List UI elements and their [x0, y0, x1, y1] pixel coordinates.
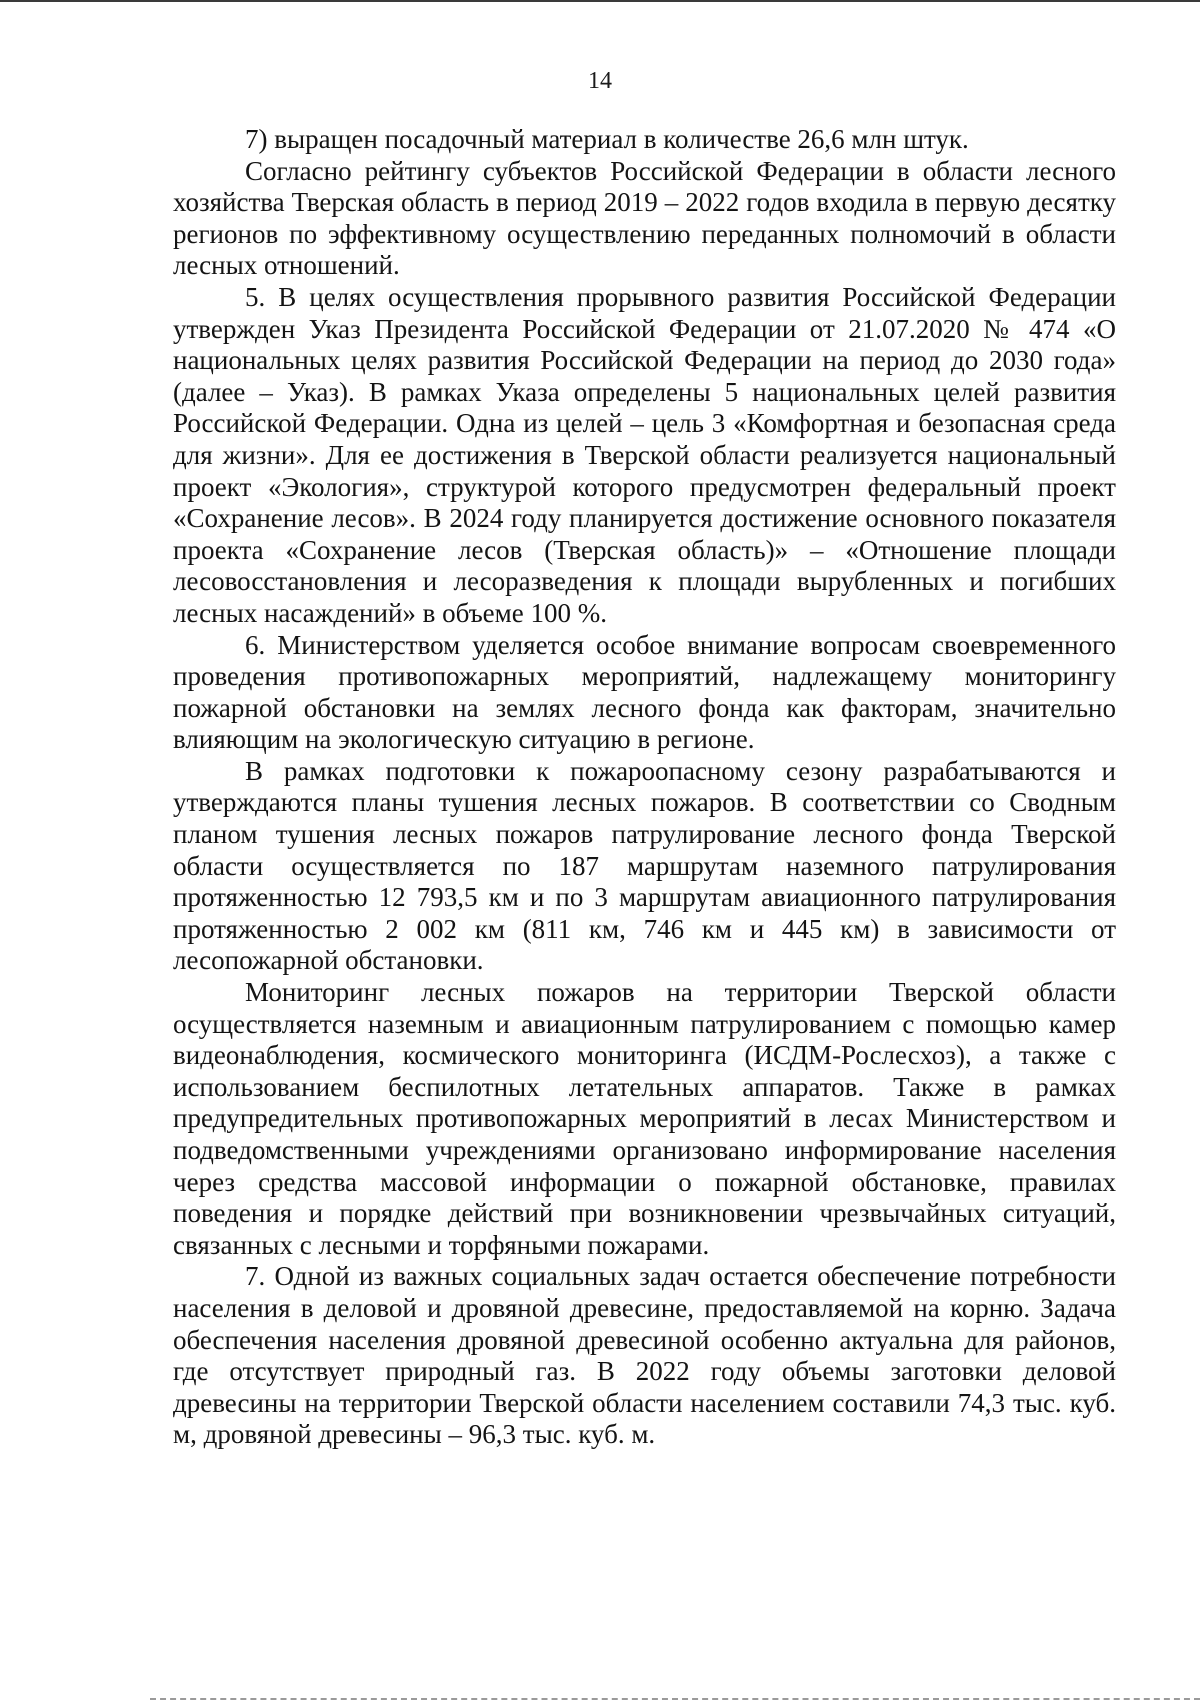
paragraph-planting-material: 7) выращен посадочный материал в количестве 26,6 млн штук.: [245, 124, 969, 154]
paragraph-national-goals: 5. В целях осуществления прорывного развития Российской Федерации утвержден Указ Президента Российской Федерации от 21.07.2020 № 474 «О национальных целях развития Российской Федерации на период до 2030 года» (далее – Указ). В рамках Указа определены 5 национальных целей развития Российской Федерации. Одна из целей – цель 3 «Комфортная и безопасная среда для жизни». Для ее достижения в Тверской области реализуется национальный проект «Экология», структурой которого предусмотрен федеральный проект «Сохранение лесов». В 2024 году планируется достижение основного показателя проекта «Сохранение лесов (Тверская область)» – «Отношение площади лесовосстановления и лесоразведения к площади вырубленных и погибших лесных насаждений» в объеме 100 %.: [173, 281, 1116, 628]
paragraph-patrol-routes: В рамках подготовки к пожароопасному сезону разрабатываются и утверждаются планы тушения лесных пожаров. В соответствии со Сводным планом тушения лесных пожаров патрулирование лесного фонда Тверской области осуществляется по 187 маршрутам наземного патрулирования протяженностью 12 793,5 км и по 3 маршрутам авиационного патрулирования протяженностью 2 002 км (811 км, 746 км и 445 км) в зависимости от лесопожарной обстановки.: [173, 755, 1116, 976]
page-number: 14: [588, 68, 612, 94]
document-body: [173, 124, 1116, 1451]
paragraph-fire-prevention: 6. Министерством уделяется особое внимание вопросам своевременного проведения противопожарных мероприятий, надлежащему мониторингу пожарной обстановки на землях лесного фонда как факторам, значительно влияющим на экологическую ситуацию в регионе.: [173, 629, 1116, 755]
scan-edge-top: [0, 0, 1200, 2]
paragraph-forestry-rating: Согласно рейтингу субъектов Российской Федерации в области лесного хозяйства Тверская область в период 2019 – 2022 годов входила в первую десятку регионов по эффективному осуществлению переданных полномочий в области лесных отношений.: [173, 155, 1116, 281]
scan-edge-bottom: [150, 1698, 1200, 1700]
paragraph-timber-supply: 7. Одной из важных социальных задач остается обеспечение потребности населения в деловой и дровяной древесине, предоставляемой на корню. Задача обеспечения населения дровяной древесиной особенно актуальна для районов, где отсутствует природный газ. В 2022 году объемы заготовки деловой древесины на территории Тверской области населением составили 74,3 тыс. куб. м, дровяной древесины – 96,3 тыс. куб. м.: [173, 1261, 1116, 1450]
paragraph-fire-monitoring: Мониторинг лесных пожаров на территории Тверской области осуществляется наземным и авиационным патрулированием с помощью камер видеонаблюдения, космического мониторинга (ИСДМ-Рослесхоз), а также с использованием беспилотных летательных аппаратов. Также в рамках предупредительных противопожарных мероприятий в лесах Министерством и подведомственными учреждениями организовано информирование населения через средства массовой информации о пожарной обстановке, правилах поведения и порядке действий при возникновении чрезвычайных ситуаций, связанных с лесными и торфяными пожарами.: [173, 977, 1116, 1260]
